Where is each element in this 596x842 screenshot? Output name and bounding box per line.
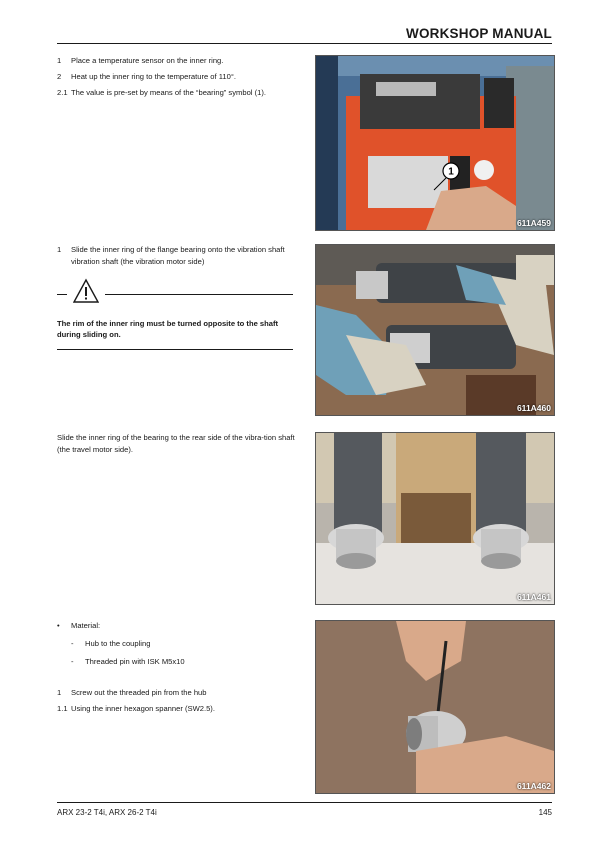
warning-rule-left [57,294,67,295]
material-item: - Hub to the coupling [71,638,151,648]
footer-rule [57,802,552,803]
sliding-ring-illustration [316,245,554,415]
photo-code: 611A460 [516,403,551,413]
step-item: 1 Slide the inner ring of the flange bearing onto the vibration shaft vibration shaft (the vibration motor side) [57,245,285,266]
callout-label: 1 [448,166,454,178]
induction-heater-illustration [316,56,554,230]
photo-code: 611A461 [516,592,551,602]
bullet-item: • Material: [57,621,101,630]
step-item: 1.1 Using the inner hexagon spanner (SW2.5). [57,704,215,714]
warning-rule-right [105,294,293,295]
header-title: WORKSHOP MANUAL [406,26,552,41]
warning-row [57,278,297,308]
header-rule [57,43,552,44]
step-item: 1 Place a temperature sensor on the inner ring. [57,56,224,65]
section2-text [57,244,297,350]
photo-code: 611A459 [516,218,551,228]
section3-text [57,432,297,456]
photo-sliding-ring [315,244,555,416]
section1-text [57,55,297,102]
step-item: 2 Heat up the inner ring to the temperature of 110°. [57,71,236,81]
photo-vibration-shafts [315,432,555,605]
step-item: 1 Screw out the threaded pin from the hub [57,688,207,698]
hub-spanner-illustration [316,621,554,793]
warning-text: The rim of the inner ring must be turned opposite to the shaft during sliding on. [57,318,279,340]
section4-text [57,620,297,719]
step-item: 2.1 The value is pre-set by means of the “bearing” symbol (1). [57,87,266,97]
warning-triangle-icon [73,278,99,304]
footer-model: ARX 23-2 T4i, ARX 26-2 T4i [57,808,157,817]
photo-hub-spanner [315,620,555,794]
warning-rule-bottom [57,349,293,350]
photo-code: 611A462 [516,781,551,791]
section3-paragraph: Slide the inner ring of the bearing to the rear side of the vibra-tion shaft (the travel motor side). [57,433,295,454]
vibration-shafts-illustration [316,433,554,604]
page-number: 145 [538,808,552,817]
material-item: - Threaded pin with ISK M5x10 [71,656,185,666]
photo-induction-heater [315,55,555,231]
